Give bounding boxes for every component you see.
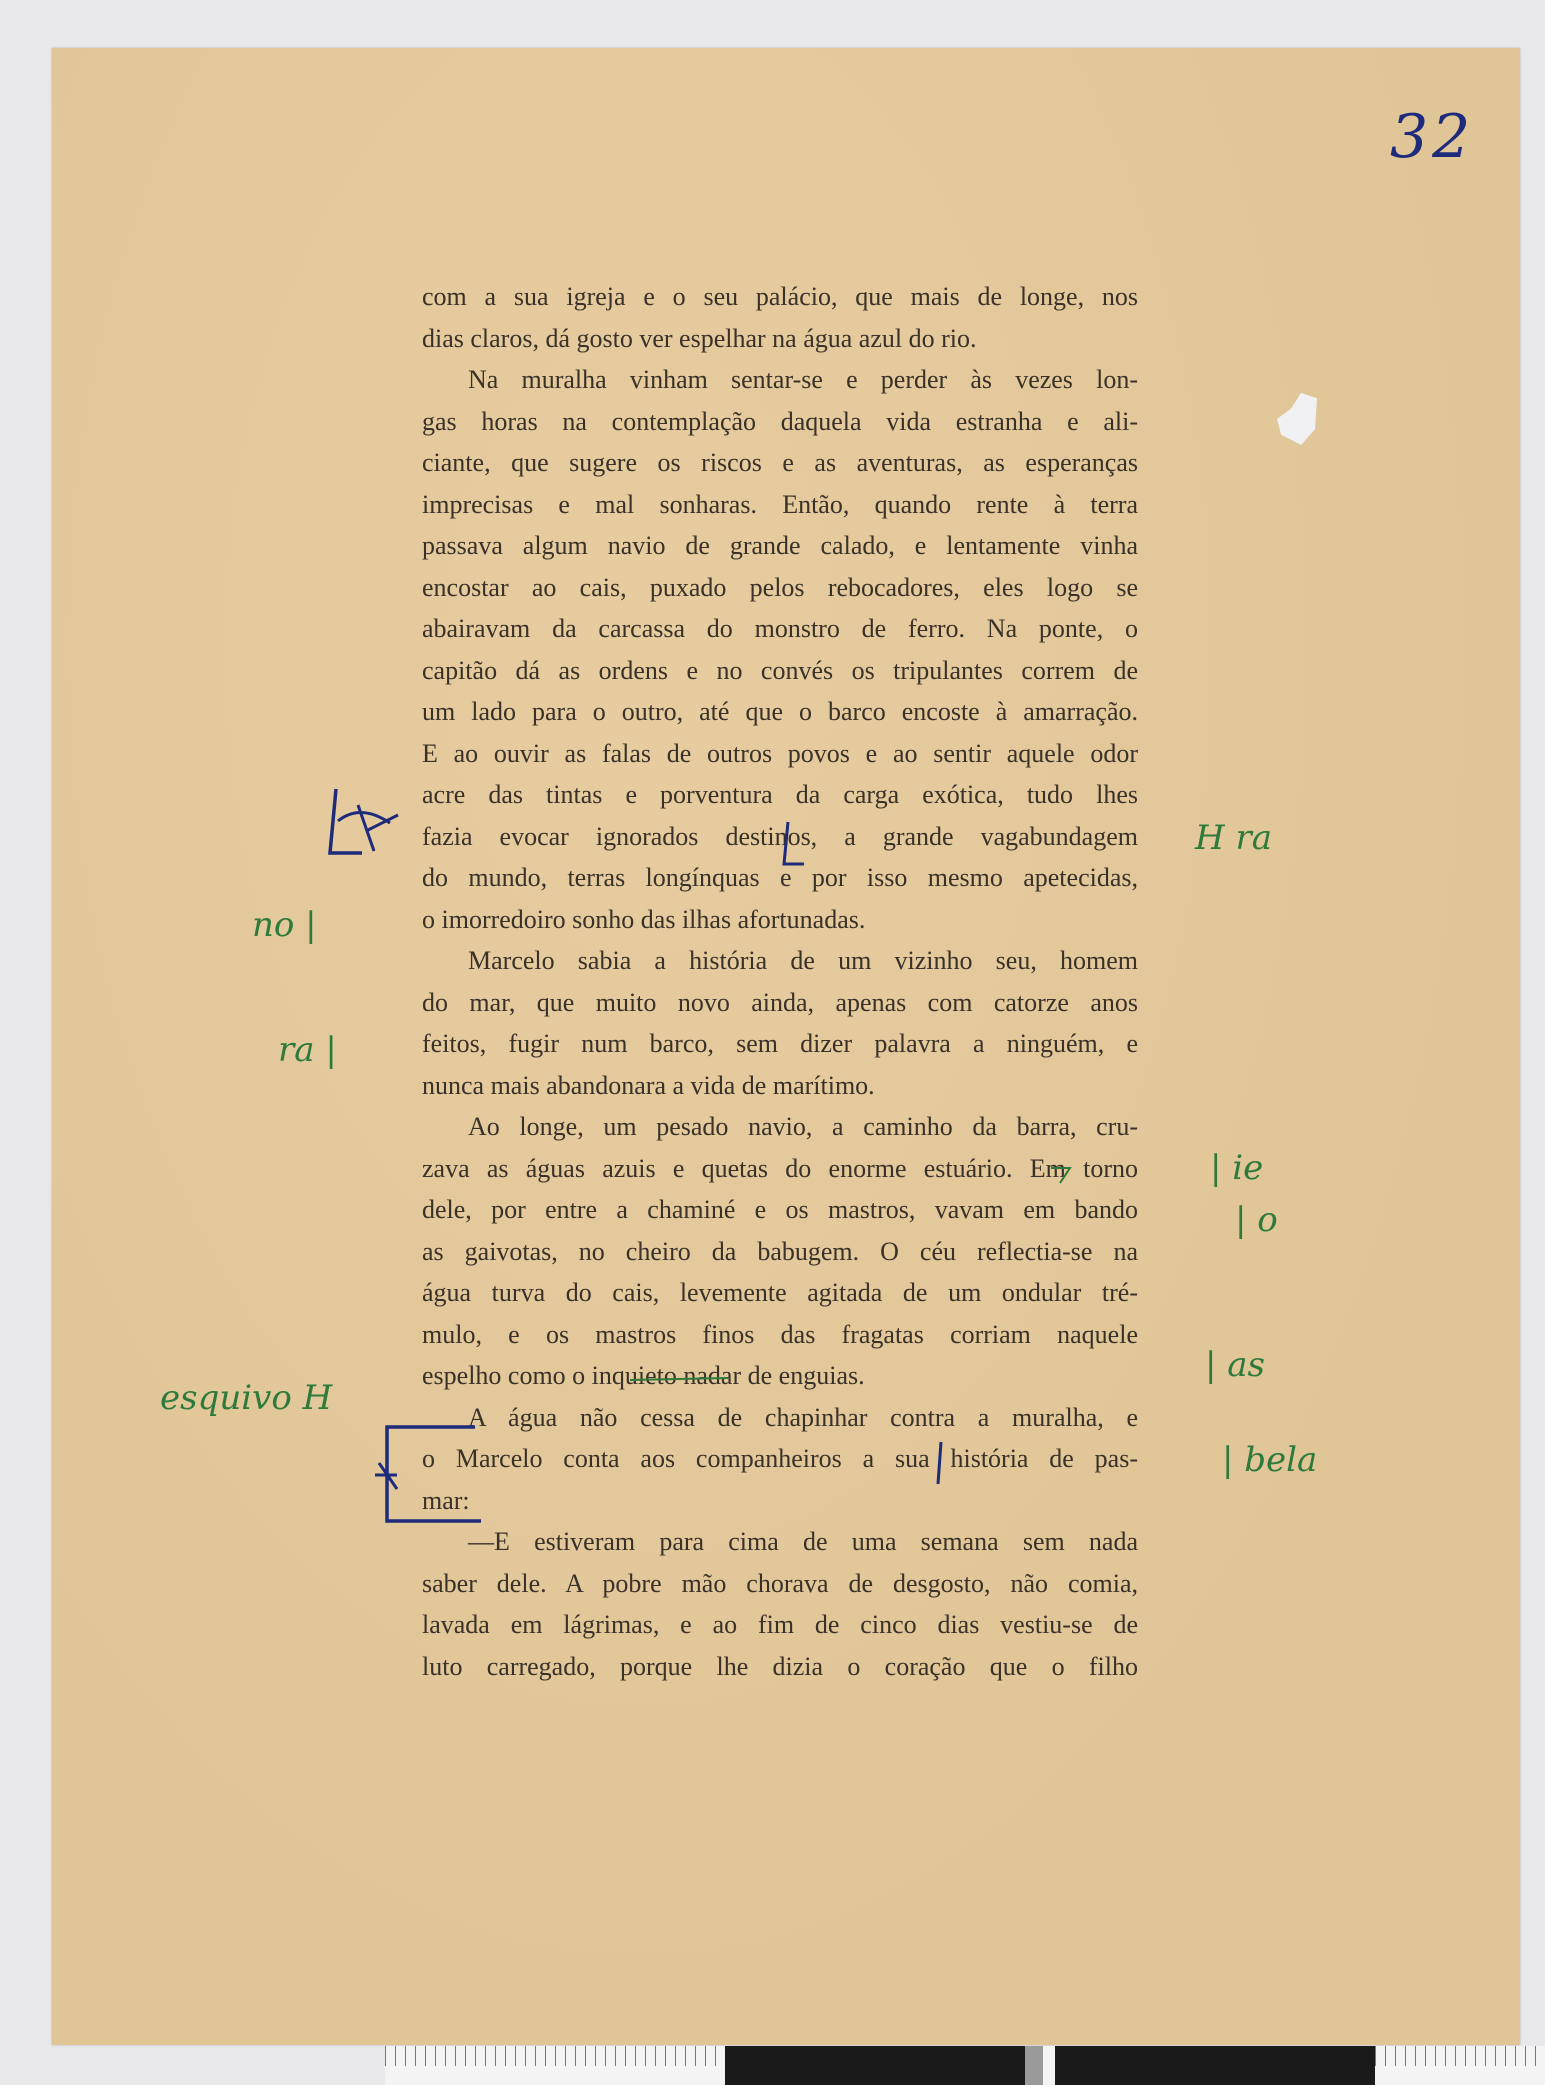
margin-note-right: | o bbox=[1235, 1200, 1278, 1240]
text-line: as gaivotas, no cheiro da babugem. O céu reflectia-se na bbox=[422, 1236, 1138, 1266]
text-line: capitão dá as ordens e no convés os tripulantes correm de bbox=[422, 655, 1138, 685]
text-line: dias claros, dá gosto ver espelhar na água azul do rio. bbox=[422, 323, 977, 353]
ruler-ticks bbox=[1375, 2046, 1545, 2066]
text-line: do mundo, terras longínquas e por isso mesmo apetecidas, bbox=[422, 863, 1138, 892]
text-line: espelho como o inquieto nadar de enguias. bbox=[422, 1361, 865, 1390]
margin-note-right: | bela bbox=[1222, 1440, 1318, 1480]
text-line: gas horas na contemplação daquela vida estranha e ali- bbox=[422, 406, 1138, 436]
strikethrough-mark-icon bbox=[628, 1368, 734, 1392]
margin-note-right: | as bbox=[1205, 1345, 1265, 1385]
body-text bbox=[422, 276, 1138, 1687]
ruler-ticks bbox=[385, 2046, 725, 2066]
text-line: mar: bbox=[422, 1485, 470, 1515]
margin-note-right: H ra bbox=[1195, 818, 1272, 858]
text-line: Ao longe, um pesado navio, a caminho da barra, cru- bbox=[468, 1112, 1138, 1141]
scan-ruler bbox=[385, 2046, 1545, 2085]
ruler-black-block bbox=[1055, 2046, 1375, 2085]
text-line: nunca mais abandonara a vida de marítimo. bbox=[422, 1070, 875, 1100]
separator-mark-icon bbox=[933, 1440, 947, 1486]
caret-mark-icon bbox=[1048, 1165, 1074, 1185]
paragraph bbox=[422, 1397, 1138, 1522]
paragraph bbox=[422, 940, 1138, 1106]
text-line: A água não cessa de chapinhar contra a muralha, e bbox=[468, 1402, 1138, 1432]
paragraph bbox=[422, 276, 1138, 359]
text-line: passava algum navio de grande calado, e lentamente vinha bbox=[422, 531, 1138, 560]
text-line: fazia evocar ignorados destinos, a grande vagabundagem bbox=[422, 821, 1138, 851]
paragraph bbox=[422, 1521, 1138, 1687]
text-line: zava as águas azuis e quetas do enorme estuário. Em torno bbox=[422, 1153, 1138, 1183]
text-line: o Marcelo conta aos companheiros a sua história de pas- bbox=[422, 1444, 1138, 1473]
text-line: acre das tintas e porventura da carga exótica, tudo lhes bbox=[422, 780, 1138, 809]
text-line: lavada em lágrimas, e ao fim de cinco dias vestiu-se de bbox=[422, 1610, 1138, 1639]
text-line: um lado para o outro, até que o barco encoste à amarração. bbox=[422, 697, 1138, 726]
text-line: água turva do cais, levemente agitada de um ondular tré- bbox=[422, 1278, 1138, 1307]
ruler-black-block bbox=[725, 2046, 1025, 2085]
text-line: o imorredoiro sonho das ilhas afortunadas. bbox=[422, 904, 866, 934]
insert-mark-icon bbox=[778, 820, 808, 868]
text-line: E ao ouvir as falas de outros povos e ao sentir aquele odor bbox=[422, 738, 1138, 768]
text-line: com a sua igreja e o seu palácio, que mais de longe, nos bbox=[422, 282, 1138, 311]
text-line: Marcelo sabia a história de um vizinho seu, homem bbox=[468, 946, 1138, 975]
ligature-mark-icon bbox=[318, 785, 404, 861]
margin-note-right: | ie bbox=[1210, 1148, 1264, 1188]
text-line: saber dele. A pobre mão chorava de desgosto, não comia, bbox=[422, 1568, 1138, 1598]
margin-note-left: no | bbox=[252, 905, 317, 945]
paper-tear bbox=[1277, 393, 1317, 445]
text-line: do mar, que muito novo ainda, apenas com catorze anos bbox=[422, 987, 1138, 1017]
paragraph bbox=[422, 1106, 1138, 1397]
text-line: —E estiveram para cima de uma semana sem nada bbox=[468, 1527, 1138, 1556]
text-line: ciante, que sugere os riscos e as aventuras, as esperanças bbox=[422, 448, 1138, 477]
text-line: dele, por entre a chaminé e os mastros, vavam em bando bbox=[422, 1195, 1138, 1224]
page-number: 32 bbox=[1390, 102, 1475, 172]
margin-note-left: esquivo H bbox=[160, 1378, 333, 1418]
new-paragraph-mark-icon bbox=[375, 1423, 485, 1525]
text-line: imprecisas e mal sonharas. Então, quando rente à terra bbox=[422, 489, 1138, 519]
text-line: abairavam da carcassa do monstro de ferro. Na ponte, o bbox=[422, 614, 1138, 643]
margin-note-left: ra | bbox=[278, 1030, 337, 1070]
ruler-gray-block bbox=[1025, 2046, 1043, 2085]
text-line: feitos, fugir num barco, sem dizer palavra a ninguém, e bbox=[422, 1029, 1138, 1058]
text-line: Na muralha vinham sentar-se e perder às vezes lon- bbox=[468, 365, 1138, 394]
text-line: luto carregado, porque lhe dizia o coração que o filho bbox=[422, 1651, 1138, 1681]
text-line: encostar ao cais, puxado pelos rebocadores, eles logo se bbox=[422, 572, 1138, 602]
text-line: mulo, e os mastros finos das fragatas corriam naquele bbox=[422, 1319, 1138, 1349]
